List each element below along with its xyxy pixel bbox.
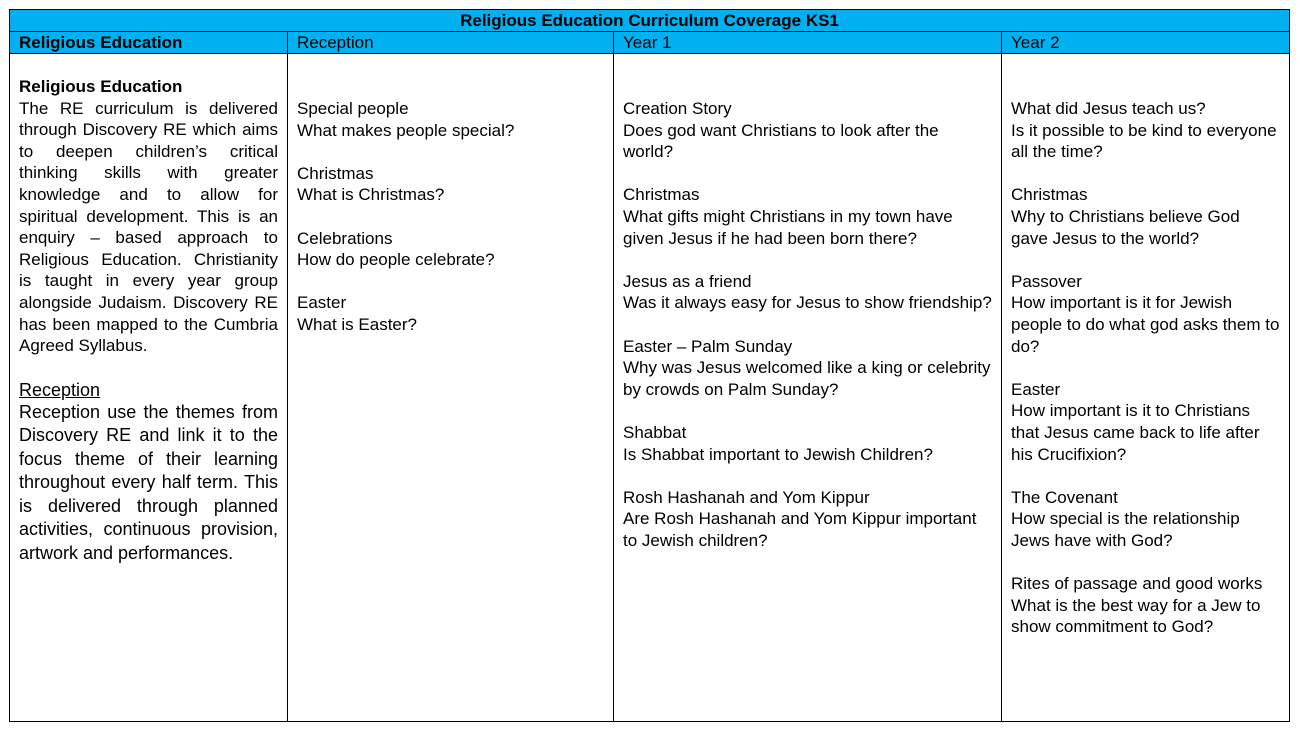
- topic-question: How do people celebrate?: [297, 250, 495, 270]
- topic-block: [623, 336, 992, 401]
- topic-block: [297, 228, 604, 271]
- header-year-2: Year 2: [1002, 32, 1290, 54]
- year-1-cell: [614, 54, 1002, 722]
- topic-title: Jesus as a friend: [623, 271, 752, 291]
- intro-cell: [10, 54, 288, 722]
- topic-question: How special is the relationship Jews have with God?: [1011, 509, 1240, 550]
- header-reception: Reception: [288, 32, 614, 54]
- topic-question: What is Easter?: [297, 314, 417, 334]
- topic-question: What is Christmas?: [297, 185, 445, 205]
- topic-title: Rites of passage and good works: [1011, 574, 1263, 594]
- header-row: [10, 32, 1290, 54]
- year-2-cell: [1002, 54, 1290, 722]
- topic-question: Was it always easy for Jesus to show friendship?: [623, 293, 992, 313]
- topic-title: Passover: [1011, 271, 1082, 291]
- topic-block: [297, 292, 604, 335]
- reception-heading: Reception: [19, 379, 101, 400]
- topic-block: [623, 184, 992, 249]
- topic-title: Easter: [297, 293, 347, 313]
- topic-title: Christmas: [1011, 185, 1088, 205]
- topic-block: [297, 163, 604, 206]
- topic-block: [623, 422, 992, 465]
- topic-block: [623, 271, 992, 314]
- reception-cell: [288, 54, 614, 722]
- content-row: [10, 54, 1290, 722]
- topic-title: Easter: [1011, 379, 1061, 399]
- header-year-1: Year 1: [614, 32, 1002, 54]
- topic-block: [297, 98, 604, 141]
- topic-title: Special people: [297, 99, 409, 118]
- header-religious-education: Religious Education: [10, 32, 288, 54]
- topic-question: How important is it to Christians that Jesus came back to life after his Crucifixion?: [1011, 401, 1260, 464]
- topic-title: Christmas: [623, 185, 700, 205]
- topic-block: [1011, 98, 1280, 163]
- table-title: Religious Education Curriculum Coverage KS1: [10, 10, 1290, 32]
- topic-question: Are Rosh Hashanah and Yom Kippur important to Jewish children?: [623, 509, 977, 550]
- topic-block: [1011, 573, 1280, 638]
- topic-title: Rosh Hashanah and Yom Kippur: [623, 487, 870, 507]
- topic-title: What did Jesus teach us?: [1011, 99, 1206, 118]
- title-row: [10, 10, 1290, 32]
- topic-question: What gifts might Christians in my town have given Jesus if he had been born there?: [623, 206, 953, 248]
- topic-block: [623, 98, 992, 163]
- topic-question: Does god want Christians to look after the world?: [623, 120, 939, 162]
- topic-block: [1011, 487, 1280, 552]
- topic-question: What is the best way for a Jew to show commitment to God?: [1011, 595, 1261, 637]
- topic-title: Shabbat: [623, 422, 687, 442]
- topic-question: Is Shabbat important to Jewish Children?: [623, 444, 933, 464]
- topic-block: [1011, 271, 1280, 357]
- topic-title: The Covenant: [1011, 487, 1118, 507]
- intro-heading: Religious Education: [19, 77, 183, 96]
- topic-question: What makes people special?: [297, 120, 515, 140]
- topic-question: Why was Jesus welcomed like a king or celebrity by crowds on Palm Sunday?: [623, 358, 991, 399]
- topic-question: How important is it for Jewish people to do what god asks them to do?: [1011, 293, 1280, 356]
- topic-title: Creation Story: [623, 99, 732, 118]
- topic-title: Easter – Palm Sunday: [623, 336, 793, 356]
- topic-question: Is it possible to be kind to everyone all the time?: [1011, 120, 1277, 162]
- topic-block: [623, 487, 992, 552]
- topic-block: [1011, 379, 1280, 465]
- topic-title: Christmas: [297, 163, 374, 183]
- curriculum-table: [9, 9, 1290, 722]
- topic-title: Celebrations: [297, 228, 393, 248]
- reception-body: Reception use the themes from Discovery RE and link it to the focus theme of their learning throughout every half term. This is delivered through planned activities, continuous provision, artwork and performances.: [19, 401, 278, 563]
- topic-block: [1011, 184, 1280, 249]
- topic-question: Why to Christians believe God gave Jesus to the world?: [1011, 206, 1240, 248]
- intro-body: The RE curriculum is delivered through Discovery RE which aims to deepen children’s critical thinking skills with greater knowledge and to allow for spiritual development. This is an enquiry – based approach to Religious Education. Christianity is taught in every year group alongside Judaism. Discovery RE has been mapped to the Cumbria Agreed Syllabus.: [19, 98, 278, 356]
